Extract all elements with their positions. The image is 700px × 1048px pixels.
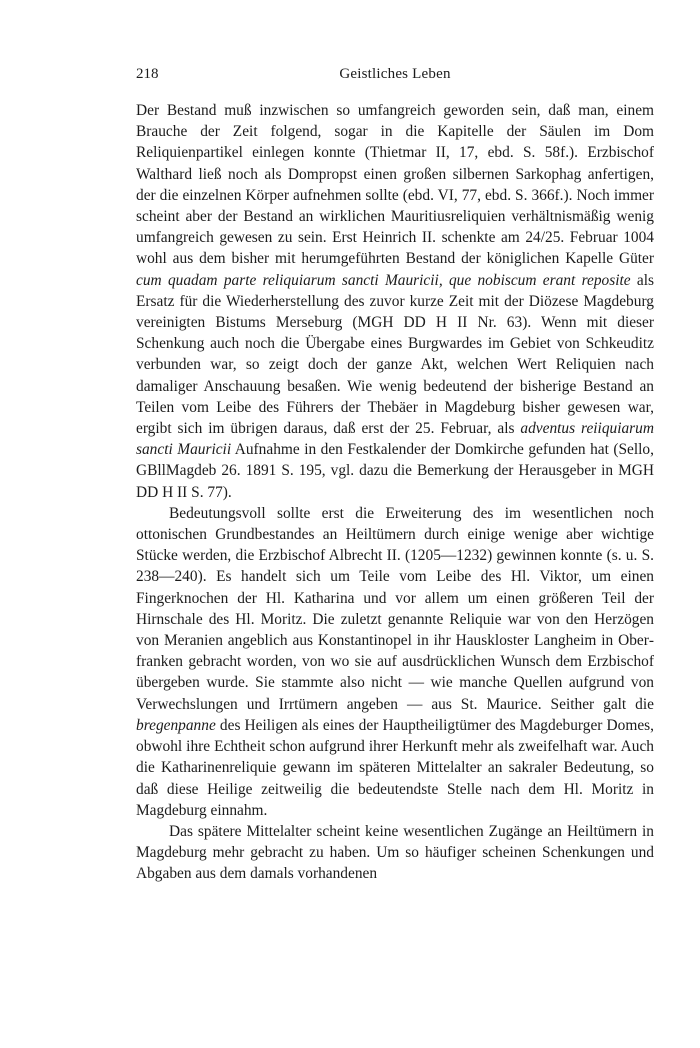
text-segment: Aufnahme in den Festkalender der Domkirche gefunden hat (Sello, GBllMagdeb 26. 1891 S. 195, vgl. dazu die Bemerkung der Herausgeber in MGH DD H II S. 77). <box>136 441 654 501</box>
page-number: 218 <box>136 66 159 82</box>
book-page <box>136 66 654 885</box>
latin-quote: cum quadam parte reliquiarum sancti Mauricii, que nobiscum erant reposite <box>136 271 631 289</box>
body-text <box>136 100 654 885</box>
running-head: Geistliches Leben <box>339 66 451 82</box>
text-segment: des Heiligen als eines der Hauptheiligtümer des Magdeburger Domes, obwohl ihre Echtheit schon aufgrund ihrer Herkunft mehr als zweifelhaft war. Auch die Katharinenreliquie gewann im späteren Mittelalter an sakraler Bedeutung, so daß diese Heilige zeitweilig die bedeutendste Stelle nach dem Hl. Moritz in Magdeburg einnahm. <box>136 716 654 819</box>
latin-quote: adventus reiiquiarum sancti Mauricii <box>136 420 654 459</box>
text-segment: als Ersatz für die Wiederherstellung des zuvor kurze Zeit mit der Diözese Magdeburg vereinigten Bistums Merseburg (MGH DD H II Nr. 63). Wenn mit dieser Schenkung auch noch die Übergabe eines Burgwardes im Gebiet von Schkeuditz verbunden war, so zeigt doch der ganze Akt, welchen Wert Reliquien nach damaliger Anschauung besaßen. Wie wenig bedeutend der bisherige Bestand an Teilen vom Leibe des Führers der Thebäer in Magdeburg bisher gewesen war, ergibt sich im übrigen daraus, daß erst der 25. Februar, als <box>136 271 654 438</box>
page-header <box>136 66 654 88</box>
emphasized-term: bregenpanne <box>136 716 216 734</box>
text-segment: Bedeutungsvoll sollte erst die Erweiterung des im wesentlichen noch ottonischen Grundbestandes an Heiltümern durch einige wenige aber wichtige Stücke werden, die Erzbischof Albrecht II. (1205—1232) gewinnen konnte (s. u. S. 238—240). Es handelt sich um Teile vom Leibe des Hl. Viktor, um einen Fingerknochen der Hl. Katharina und vor allem um einen größeren Teil der Hirnschale des Hl. Moritz. Die zuletzt genannte Reliquie war von den Herzögen von Meranien angeblich aus Konstantinopel in ihr Hauskloster Langheim in Oberfranken gebracht worden, von wo sie auf ausdrücklichen Wunsch dem Erzbischof übergeben wurde. Sie stammte also nicht — wie manche Quellen aufgrund von Verwechslungen und Irrtümern angeben — aus St. Maurice. Seither galt die <box>136 504 654 713</box>
paragraph <box>136 503 654 821</box>
text-segment: Der Bestand muß inzwischen so umfangreich geworden sein, daß man, einem Brauche der Zeit folgend, sogar in die Kapitelle der Säulen im Dom Reliquienpartikel einlegen konnte (Thietmar II, 17, ebd. S. 58f.). Erzbischof Walthard ließ noch als Dompropst einen großen silbernen Sarkophag anfertigen, der die einzelnen Körper aufnehmen sollte (ebd. VI, 77, ebd. S. 366f.). Noch immer scheint aber der Bestand an wirklichen Mauritiusreliquien verhältnismäßig wenig umfangreich gewesen zu sein. Erst Heinrich II. schenkte am 24/25. Februar 1004 wohl aus dem bisher mit herumgeführten Bestand der königlichen Kapelle Güter <box>136 102 654 268</box>
paragraph <box>136 821 654 885</box>
text-segment: Das spätere Mittelalter scheint keine wesentlichen Zugänge an Heiltümern in Magdeburg mehr gebracht zu haben. Um so häufiger scheinen Schenkungen und Abgaben aus dem damals vorhandenen <box>136 822 654 883</box>
paragraph <box>136 100 654 503</box>
